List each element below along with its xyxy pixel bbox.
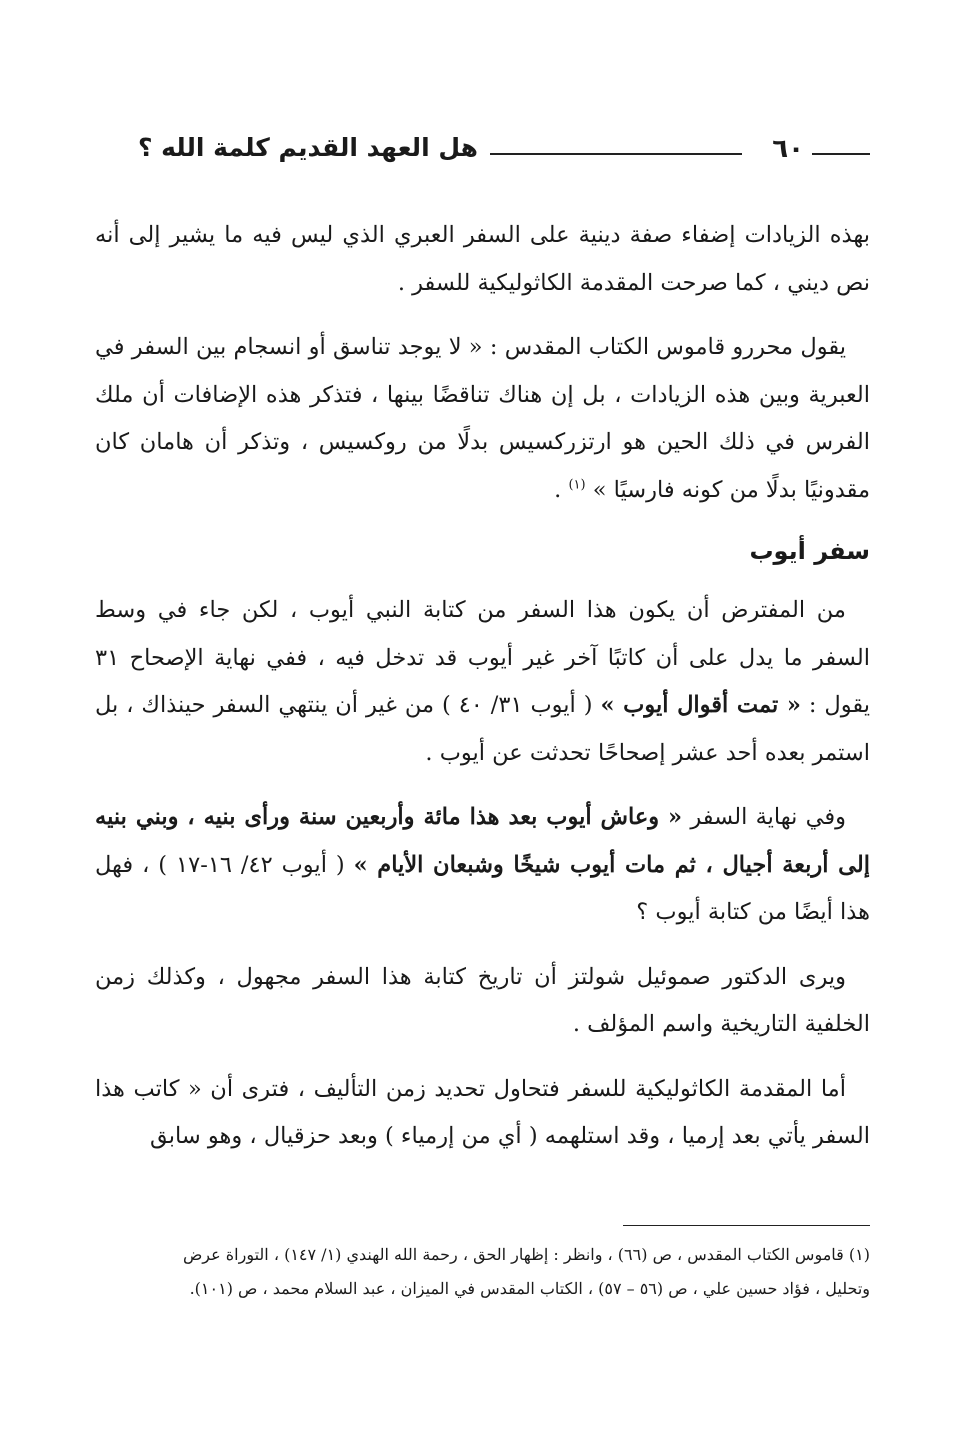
paragraph-4-text-b: ( أيوب ٤٢/ ١٦-١٧ ) ، فهل هذا أيضًا من كتابة أيوب ؟ [95,851,870,925]
running-title: هل العهد القديم كلمة الله ؟ [137,133,478,162]
paragraph-2-text: يقول محررو قاموس الكتاب المقدس : « لا يوجد تناسق أو انسجام بين السفر في العبرية وبين هذه الزيادات ، بل إن هناك تناقضًا بينها ، فتذكر هذه الإضافات أن ملك الفرس في ذلك الحين هو ارتزركسيس بدلًا من روكسيس ، وتذكر أن هامان كان مقدونيًا بدلًا من كونه فارسيًا » [95,334,870,503]
paragraph-3-text-b: ( أيوب ٣١/ ٤٠ ) من غير أن ينتهي السفر حينذاك ، بل استمر بعده أحد عشر إصحاحًا تحدثت عن أيوب . [95,692,870,766]
footnote-line-1: (١) قاموس الكتاب المقدس ، ص (٦٦) ، وانظر : إظهار الحق ، رحمة الله الهندي (١/ ١٤٧) ، التوراة عرض [182,1245,870,1264]
footnote-separator [623,1225,870,1226]
paragraph-3-quote: « تمت أقوال أيوب » [600,692,801,718]
body-text [95,212,870,1178]
paragraph-5: ويرى الدكتور صموئيل شولتز أن تاريخ كتابة هذا السفر مجهول ، وكذلك زمن الخلفية التاريخية واسم المؤلف . [95,963,870,1037]
paragraph-3 [95,587,870,777]
header-rule-middle [490,153,742,155]
page-number: ٦٠ [772,134,804,164]
paragraph-2-end: . [554,476,569,503]
paragraph-4-text-a: وفي نهاية السفر [682,804,846,830]
footnote-line-2: وتحليل ، فؤاد حسين علي ، ص (٥٦ – ٥٧) ، الكتاب المقدس في الميزان ، عبد السلام محمد ، ص (١٠١). [189,1279,870,1298]
paragraph-4-quote: « وعاش أيوب بعد هذا مائة وأربعين سنة ورأى بنيه ، وبني بنيه إلى أربعة أجيال ، ثم مات أيوب شيخًا وشبعان الأيام » [95,804,870,878]
footnote-reference: (١) [568,477,586,492]
footnotes [95,1238,870,1306]
paragraph-4 [95,794,870,937]
paragraph-3-text-a: من المفترض أن يكون هذا السفر من كتابة النبي أيوب ، لكن جاء في وسط السفر ما يدل على أن كاتبًا آخر غير أيوب قد تدخل فيه ، ففي نهاية الإصحاح ٣١ يقول : [95,597,871,718]
paragraph-6: أما المقدمة الكاثوليكية للسفر فتحاول تحديد زمن التأليف ، فترى أن « كاتب هذا السفر يأتي بعد إرميا ، وقد استلهمه ( أي من إرمياء ) وبعد حزقيال ، وهو سابق [95,1075,870,1149]
section-heading: سفر أيوب [749,537,870,565]
paragraph-1: بهذه الزيادات إضفاء صفة دينية على السفر العبري الذي ليس فيه ما يشير إلى أنه نص ديني ، كما صرحت المقدمة الكاثوليكية للسفر . [95,222,870,296]
running-header [95,128,870,168]
header-rule-right [812,153,870,155]
paragraph-2 [95,324,870,514]
